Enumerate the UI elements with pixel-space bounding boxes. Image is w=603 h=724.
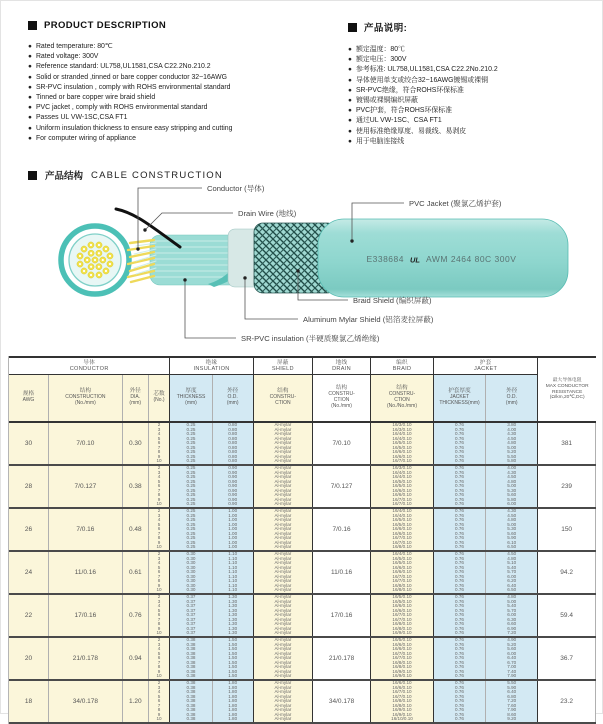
cell-awg: 26 (9, 509, 49, 550)
cell-drain: 34/0.178 (313, 681, 371, 722)
cell-ins_thickness: 0.25 0.25 0.25 0.25 0.25 0.25 0.25 0.25 0.25 (170, 466, 212, 507)
label-drain-wire: Drain Wire (地线) (238, 209, 297, 218)
cell-jacket_thickness: 0.76 0.76 0.76 0.76 0.76 0.76 0.76 0.76 0.76 (434, 552, 486, 593)
bullet-text: 镀锡或裸铜编织屏蔽 (355, 97, 418, 105)
bullet-text: PVC jacket , comply with ROHS environmental standard (35, 104, 208, 112)
cell-jacket_thickness: 0.76 0.76 0.76 0.76 0.76 0.76 0.76 0.76 0.76 (434, 595, 486, 636)
specification-table (8, 356, 596, 724)
bullet-item (28, 73, 328, 83)
cell-resistance: 381 (538, 423, 596, 464)
group-header: 地线 DRAIN (313, 358, 371, 375)
bullet-dot-icon: ● (348, 56, 352, 64)
bullet-item (348, 137, 593, 147)
product-description-list (28, 42, 328, 144)
cell-dia: 0.61 (123, 552, 149, 593)
cell-cores: 2 3 4 5 6 7 8 9 10 (149, 638, 171, 679)
bullet-item (348, 55, 593, 65)
bullet-dot-icon: ● (348, 97, 352, 105)
cell-jacket_od: 4.30 4.50 4.80 5.00 5.30 5.60 5.90 6.10 6.50 (486, 509, 538, 550)
bullet-dot-icon: ● (348, 107, 352, 115)
cell-jacket_od: 3.80 4.00 4.30 4.50 4.80 5.00 5.20 5.50 5.80 (486, 423, 538, 464)
cell-shield: Al-mylar Al-mylar Al-mylar Al-mylar Al-mylar Al-mylar Al-mylar Al-mylar Al-mylar (254, 552, 313, 593)
bullet-text: Tinned or bare copper wire braid shield (35, 94, 156, 102)
cable-construction-diagram (0, 183, 603, 355)
bullet-item (28, 124, 328, 134)
cell-resistance: 150 (538, 509, 596, 550)
bullet-dot-icon: ● (28, 53, 32, 61)
cell-jacket_thickness: 0.76 0.76 0.76 0.76 0.76 0.76 0.76 0.76 0.76 (434, 638, 486, 679)
bullet-dot-icon: ● (348, 117, 352, 125)
bullet-text: 通过UL VW-1SC、CSA FT1 (355, 117, 442, 125)
table-row-awg-20 (9, 638, 596, 681)
cable-print-spec: AWM 2464 80C 300V (426, 254, 517, 264)
bullet-item (28, 113, 328, 123)
cell-cores: 2 3 4 5 6 7 8 9 10 (149, 552, 171, 593)
cell-resistance: 239 (538, 466, 596, 507)
bullet-item (348, 116, 593, 126)
label-conductor: Conductor (导体) (207, 184, 265, 193)
bullet-dot-icon: ● (28, 114, 32, 122)
label-sr-pvc-insulation: SR-PVC insulation (半硬质聚氯乙烯绝缘) (241, 334, 380, 343)
bullet-item (28, 134, 328, 144)
cell-construction: 17/0.16 (49, 595, 123, 636)
cell-ins_thickness: 0.37 0.37 0.37 0.37 0.37 0.37 0.37 0.37 0.37 (170, 595, 212, 636)
cell-resistance: 94.2 (538, 552, 596, 593)
bullet-text: Reference standard: UL758,UL1581,CSA C22.2No.210.2 (35, 63, 211, 71)
cable-cross-section (61, 226, 129, 294)
cell-shield: Al-mylar Al-mylar Al-mylar Al-mylar Al-mylar Al-mylar Al-mylar Al-mylar Al-mylar (254, 638, 313, 679)
cell-ins_thickness: 0.25 0.25 0.25 0.25 0.25 0.25 0.25 0.25 0.25 (170, 423, 212, 464)
cell-awg: 24 (9, 552, 49, 593)
bullet-text: 额定电压：300V (355, 56, 407, 64)
cell-ins_thickness: 0.38 0.38 0.38 0.38 0.38 0.38 0.38 0.38 0.38 (170, 681, 212, 722)
sub-header-jacket_thickness: 护套厚度 JACKET THICKNESS(mm) (434, 375, 486, 421)
group-header: 编织 BRAID (371, 358, 434, 375)
cell-braid: 16/3/0.10 16/3/0.10 16/4/0.10 16/4/0.10 16/5/0.10 16/5/0.10 16/6/0.10 16/6/0.10 16/7/0.10 (371, 423, 434, 464)
group-header: 导体 CONDUCTOR (9, 358, 170, 375)
cell-drain: 7/0.10 (313, 423, 371, 464)
cell-ins_thickness: 0.25 0.25 0.25 0.25 0.25 0.25 0.25 0.25 0.25 (170, 509, 212, 550)
bullet-item (28, 52, 328, 62)
cell-construction: 7/0.16 (49, 509, 123, 550)
bullet-text: Rated voltage: 300V (35, 53, 99, 61)
cell-jacket_thickness: 0.76 0.76 0.76 0.76 0.76 0.76 0.76 0.76 0.76 (434, 466, 486, 507)
cable-print-cert: E338684 (366, 254, 404, 264)
bullet-text: Uniform insulation thickness to ensure easy stripping and cutting (35, 124, 233, 132)
cell-ins_od: 1.00 1.00 1.00 1.00 1.00 1.00 1.00 1.00 1.00 (213, 509, 254, 550)
bullet-item (348, 76, 593, 86)
cell-dia: 1.20 (123, 681, 149, 722)
cell-drain: 17/0.16 (313, 595, 371, 636)
cell-awg: 28 (9, 466, 49, 507)
table-row-awg-24 (9, 552, 596, 595)
bullet-dot-icon: ● (348, 86, 352, 94)
bullet-dot-icon: ● (28, 73, 32, 81)
construction-title-en: CABLE CONSTRUCTION (91, 169, 223, 181)
cell-cores: 2 3 4 5 6 7 8 9 10 (149, 466, 171, 507)
cell-dia: 0.30 (123, 423, 149, 464)
cell-construction: 34/0.178 (49, 681, 123, 722)
cable-construction-title (28, 168, 223, 182)
label-braid-shield: Braid Shield (编织屏蔽) (353, 296, 432, 305)
cell-construction: 7/0.10 (49, 423, 123, 464)
product-description-cn-title (348, 20, 593, 34)
label-aluminum-mylar-shield: Aluminum Mylar Shield (铝箔麦拉屏蔽) (303, 315, 434, 324)
cell-dia: 0.94 (123, 638, 149, 679)
cell-jacket_od: 4.90 5.20 5.60 6.00 6.40 6.70 7.00 7.40 7.90 (486, 638, 538, 679)
product-description-cn-list (348, 45, 593, 147)
bullet-text: 参考标准: UL758,UL1581,CSA C22.2No.210.2 (355, 66, 498, 74)
product-description-section (28, 20, 328, 144)
table-row-awg-26 (9, 509, 596, 552)
resistance-header: 最大导体电阻 MAX CONDUCTOR RESISTANCE (Ω/km,20℃,DC) (538, 358, 596, 421)
bullet-text: SR-PVC绝缘，符合ROHS环保标准 (355, 86, 464, 94)
sub-header-ins_thickness: 厚度 THICKNESS (mm) (170, 375, 212, 421)
cell-construction: 7/0.127 (49, 466, 123, 507)
bullet-item (348, 106, 593, 116)
product-description-cn-title-text: 产品说明: (364, 23, 408, 34)
bullet-dot-icon: ● (28, 63, 32, 71)
cell-shield: Al-mylar Al-mylar Al-mylar Al-mylar Al-mylar Al-mylar Al-mylar Al-mylar Al-mylar (254, 595, 313, 636)
cell-drain: 7/0.127 (313, 466, 371, 507)
table-row-awg-18 (9, 681, 596, 724)
cell-resistance: 23.2 (538, 681, 596, 722)
bullet-item (348, 45, 593, 55)
sub-header-jacket_od: 外径 O.D. (mm) (486, 375, 538, 421)
cell-cores: 2 3 4 5 6 7 8 9 10 (149, 509, 171, 550)
cell-cores: 2 3 4 5 6 7 8 9 10 (149, 681, 171, 722)
sub-header-cores: 芯数 (No.) (149, 375, 171, 421)
cell-shield: Al-mylar Al-mylar Al-mylar Al-mylar Al-mylar Al-mylar Al-mylar Al-mylar Al-mylar (254, 466, 313, 507)
bullet-dot-icon: ● (348, 76, 352, 84)
group-header: 屏蔽 SHIELD (254, 358, 313, 375)
bullet-dot-icon: ● (28, 94, 32, 102)
bullet-dot-icon: ● (28, 104, 32, 112)
cell-ins_od: 0.90 0.90 0.90 0.90 0.90 0.90 0.90 0.90 0.90 (213, 466, 254, 507)
sub-header-braid: 结构 CONSTRU- CTION (No./No./mm) (371, 375, 434, 421)
cell-ins_od: 1.30 1.30 1.30 1.30 1.30 1.30 1.30 1.30 1.30 (213, 595, 254, 636)
ul-logo: UL (410, 255, 420, 265)
bullet-dot-icon: ● (28, 124, 32, 132)
cell-resistance: 36.7 (538, 638, 596, 679)
group-header: 绝缘 INSULATION (170, 358, 253, 375)
cell-cores: 2 3 4 5 6 7 8 9 10 (149, 423, 171, 464)
cell-ins_od: 1.10 1.10 1.10 1.10 1.10 1.10 1.10 1.10 1.10 (213, 552, 254, 593)
cell-construction: 21/0.178 (49, 638, 123, 679)
bullet-text: 额定温度：80℃ (355, 46, 405, 53)
table-row-awg-28 (9, 466, 596, 509)
cell-jacket_thickness: 0.76 0.76 0.76 0.76 0.76 0.76 0.76 0.76 0.76 (434, 509, 486, 550)
square-bullet-icon (28, 21, 37, 30)
bullet-item (348, 65, 593, 75)
bullet-dot-icon: ● (348, 46, 352, 53)
table-body (9, 423, 596, 724)
bullet-item (348, 96, 593, 106)
bullet-item (348, 86, 593, 96)
bullet-dot-icon: ● (28, 134, 32, 142)
bullet-text: 用于电脑连接线 (355, 137, 405, 145)
sub-header-shield: 结构 CONSTRU- CTION (254, 375, 313, 421)
cell-awg: 18 (9, 681, 49, 722)
cell-braid: 16/4/0.10 16/5/0.10 16/5/0.10 16/6/0.10 16/6/0.10 16/7/0.10 16/7/0.10 16/8/0.10 16/8/0.10 (371, 552, 434, 593)
cell-ins_od: 1.50 1.50 1.50 1.50 1.50 1.50 1.50 1.50 1.50 (213, 638, 254, 679)
cell-resistance: 59.4 (538, 595, 596, 636)
cell-dia: 0.48 (123, 509, 149, 550)
cell-cores: 2 3 4 5 6 7 8 9 10 (149, 595, 171, 636)
bullet-item (28, 93, 328, 103)
product-description-title (28, 20, 328, 31)
cell-braid: 16/4/0.10 16/4/0.10 16/5/0.10 16/5/0.10 16/6/0.10 16/6/0.10 16/7/0.10 16/7/0.10 16/8/0.10 (371, 509, 434, 550)
bullet-text: SR-PVC insulation , comply with ROHS environmental standard (35, 83, 231, 91)
square-bullet-icon (28, 171, 37, 180)
cell-construction: 11/0.16 (49, 552, 123, 593)
table-row-awg-22 (9, 595, 596, 638)
sub-header-dia: 外径 DIA. (mm) (123, 375, 149, 421)
cell-awg: 20 (9, 638, 49, 679)
cell-braid: 16/5/0.10 16/6/0.10 16/6/0.10 16/7/0.10 16/7/0.10 16/8/0.10 16/8/0.10 16/9/0.10 16/9/0.10 (371, 638, 434, 679)
cell-ins_thickness: 0.30 0.30 0.30 0.30 0.30 0.30 0.30 0.30 0.30 (170, 552, 212, 593)
bullet-item (28, 83, 328, 93)
product-description-cn-section (348, 20, 593, 147)
cell-ins_thickness: 0.38 0.38 0.38 0.38 0.38 0.38 0.38 0.38 0.38 (170, 638, 212, 679)
square-bullet-icon (348, 23, 357, 32)
cell-ins_od: 0.80 0.80 0.80 0.80 0.80 0.80 0.80 0.80 0.80 (213, 423, 254, 464)
cell-jacket_od: 4.80 5.00 5.40 5.70 6.00 6.30 6.60 6.90 7.20 (486, 595, 538, 636)
cell-awg: 30 (9, 423, 49, 464)
group-header: 护套 JACKET (434, 358, 538, 375)
cell-jacket_od: 4.00 4.30 4.50 4.80 5.00 5.30 5.60 5.80 6.00 (486, 466, 538, 507)
sub-header-ins_od: 外径 O.D. (mm) (213, 375, 254, 421)
product-description-title-text: PRODUCT DESCRIPTION (44, 20, 167, 31)
cell-dia: 0.38 (123, 466, 149, 507)
cell-jacket_od: 5.50 5.90 6.40 6.80 7.20 7.60 7.90 8.60 9.20 (486, 681, 538, 722)
bullet-dot-icon: ● (348, 66, 352, 74)
cell-shield: Al-mylar Al-mylar Al-mylar Al-mylar Al-mylar Al-mylar Al-mylar Al-mylar Al-mylar (254, 423, 313, 464)
bullet-dot-icon: ● (348, 127, 352, 135)
bullet-dot-icon: ● (28, 83, 32, 91)
bullet-text: For computer wiring of appliance (35, 134, 136, 142)
cell-ins_od: 1.80 1.80 1.80 1.80 1.80 1.80 1.80 1.80 1.80 (213, 681, 254, 722)
cell-drain: 21/0.178 (313, 638, 371, 679)
bullet-text: Rated temperature: 80℃ (35, 43, 113, 50)
table-header (9, 356, 596, 423)
bullet-text: 使用标准绝缘厚度、易裁线、易剥皮 (355, 127, 467, 135)
bullet-item (28, 42, 328, 52)
bullet-item (28, 62, 328, 72)
cell-shield: Al-mylar Al-mylar Al-mylar Al-mylar Al-mylar Al-mylar Al-mylar Al-mylar Al-mylar (254, 509, 313, 550)
cell-jacket_od: 4.50 4.80 5.10 5.40 5.70 6.00 6.20 6.40 6.50 (486, 552, 538, 593)
sub-header-awg: 规格 AWG (9, 375, 49, 421)
label-pvc-jacket: PVC Jacket (聚氯乙烯护套) (409, 199, 502, 208)
bullet-dot-icon: ● (348, 137, 352, 145)
cell-braid: 16/3/0.10 16/4/0.10 16/4/0.10 16/5/0.10 16/5/0.10 16/6/0.10 16/6/0.10 16/7/0.10 16/7/0.10 (371, 466, 434, 507)
construction-title-cn: 产品结构 (45, 171, 84, 182)
cell-awg: 22 (9, 595, 49, 636)
table-row-awg-30 (9, 423, 596, 466)
sub-header-construction: 结构 CONSTRUCTION (No./mm) (49, 375, 123, 421)
bullet-item (28, 103, 328, 113)
bullet-item (348, 127, 593, 137)
bullet-text: Solid or stranded ,tinned or bare copper conductor 32~16AWG (35, 73, 228, 81)
cell-braid: 16/5/0.10 16/5/0.10 16/6/0.10 16/6/0.10 16/7/0.10 16/7/0.10 16/8/0.10 16/8/0.10 16/9/0.10 (371, 595, 434, 636)
sub-header-drain: 结构 CONSTRU- CTION (No./mm) (313, 375, 371, 421)
cell-braid: 16/6/0.10 16/6/0.10 16/7/0.10 16/7/0.10 16/8/0.10 16/8/0.10 16/9/0.10 16/9/0.10 16/10/0.10 (371, 681, 434, 722)
cell-shield: Al-mylar Al-mylar Al-mylar Al-mylar Al-mylar Al-mylar Al-mylar Al-mylar Al-mylar (254, 681, 313, 722)
bullet-text: PVC护套，符合ROHS环保标准 (355, 107, 453, 115)
cell-drain: 11/0.16 (313, 552, 371, 593)
cell-jacket_thickness: 0.76 0.76 0.76 0.76 0.76 0.76 0.76 0.76 0.76 (434, 423, 486, 464)
cell-dia: 0.76 (123, 595, 149, 636)
cell-drain: 7/0.16 (313, 509, 371, 550)
cell-jacket_thickness: 0.76 0.76 0.76 0.76 0.76 0.76 0.76 0.76 0.76 (434, 681, 486, 722)
bullet-text: 导体使用单支或绞合32~16AWG镀锡或裸铜 (355, 76, 488, 84)
bullet-dot-icon: ● (28, 43, 32, 50)
bullet-text: Passes UL VW-1SC,CSA FT1 (35, 114, 128, 122)
